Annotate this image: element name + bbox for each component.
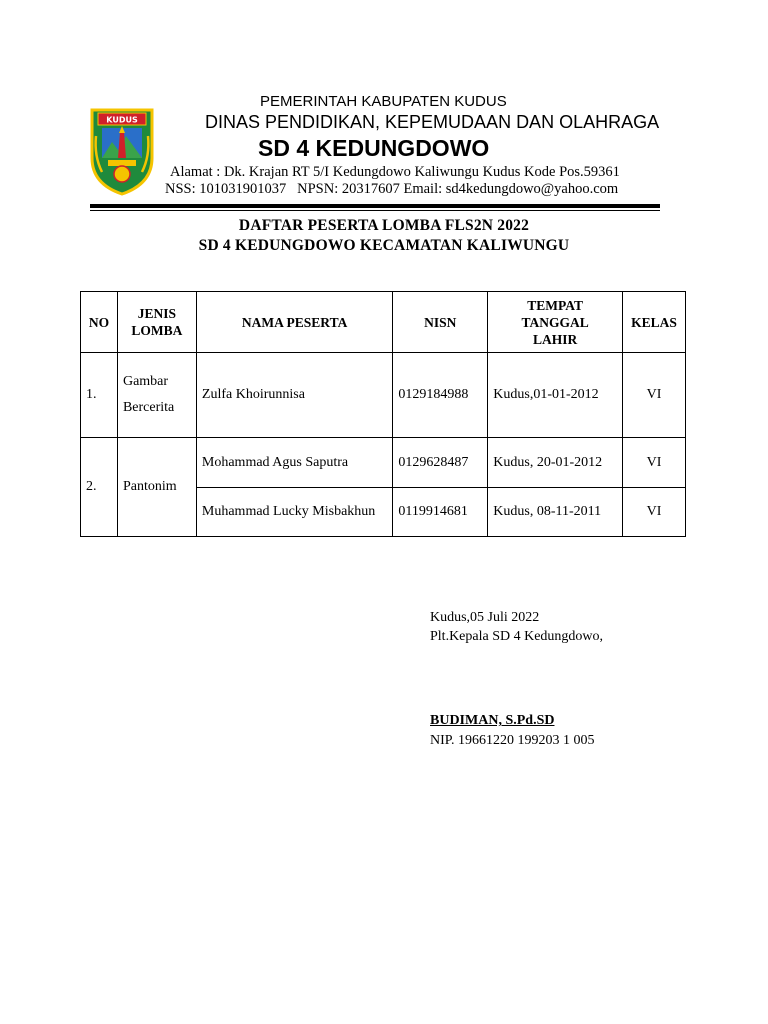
header-school-name: SD 4 KEDUNGDOWO xyxy=(258,135,490,161)
cell-jenis-lomba: Gambar Bercerita xyxy=(117,353,196,438)
header-divider-thick xyxy=(90,204,660,208)
participant-table xyxy=(80,291,686,537)
signature-position: Plt.Kepala SD 4 Kedungdowo, xyxy=(430,629,604,644)
header-nisn: NISN xyxy=(393,292,488,353)
header-tempat-tanggal-lahir: TEMPAT TANGGAL LAHIR xyxy=(488,292,623,353)
table-row xyxy=(81,438,686,488)
cell-ttl: Kudus, 08-11-2011 xyxy=(488,488,623,537)
header-nama-peserta: NAMA PESERTA xyxy=(196,292,392,353)
header-department: DINAS PENDIDIKAN, KEPEMUDAAN DAN OLAHRAGA xyxy=(205,112,660,132)
header-jenis-lomba: JENIS LOMBA xyxy=(117,292,196,353)
signature-name: BUDIMAN, S.Pd.SD xyxy=(430,713,555,728)
document-title: DAFTAR PESERTA LOMBA FLS2N 2022 xyxy=(238,217,530,234)
cell-nama: Mohammad Agus Saputra xyxy=(196,438,392,488)
header-ids: NSS: 101031901037 NPSN: 20317607 Email: sd4kedungdowo@yahoo.com xyxy=(165,181,619,197)
header-no: NO xyxy=(81,292,118,353)
cell-no: 2. xyxy=(81,438,118,537)
cell-nama: Muhammad Lucky Misbakhun xyxy=(196,488,392,537)
signature-place-date: Kudus,05 Juli 2022 xyxy=(430,610,540,625)
kudus-regency-emblem-icon xyxy=(88,106,156,196)
table-header-row xyxy=(81,292,686,353)
header-kelas: KELAS xyxy=(623,292,686,353)
header-government: PEMERINTAH KABUPATEN KUDUS xyxy=(260,93,507,110)
logo-text: KUDUS xyxy=(106,115,138,125)
header-address: Alamat : Dk. Krajan RT 5/I Kedungdowo Kaliwungu Kudus Kode Pos.59361 xyxy=(170,164,620,180)
table-row xyxy=(81,353,686,438)
cell-kelas: VI xyxy=(623,353,686,438)
cell-no: 1. xyxy=(81,353,118,438)
cell-nisn: 0129628487 xyxy=(393,438,488,488)
signature-nip: NIP. 19661220 199203 1 005 xyxy=(430,733,595,748)
cell-ttl: Kudus,01-01-2012 xyxy=(488,353,623,438)
cell-nama: Zulfa Khoirunnisa xyxy=(196,353,392,438)
cell-jenis-lomba: Pantonim xyxy=(117,438,196,537)
header-divider-thin xyxy=(90,210,660,211)
cell-kelas: VI xyxy=(623,438,686,488)
cell-nisn: 0119914681 xyxy=(393,488,488,537)
cell-kelas: VI xyxy=(623,488,686,537)
document-subtitle: SD 4 KEDUNGDOWO KECAMATAN KALIWUNGU xyxy=(198,237,570,254)
cell-nisn: 0129184988 xyxy=(393,353,488,438)
cell-ttl: Kudus, 20-01-2012 xyxy=(488,438,623,488)
